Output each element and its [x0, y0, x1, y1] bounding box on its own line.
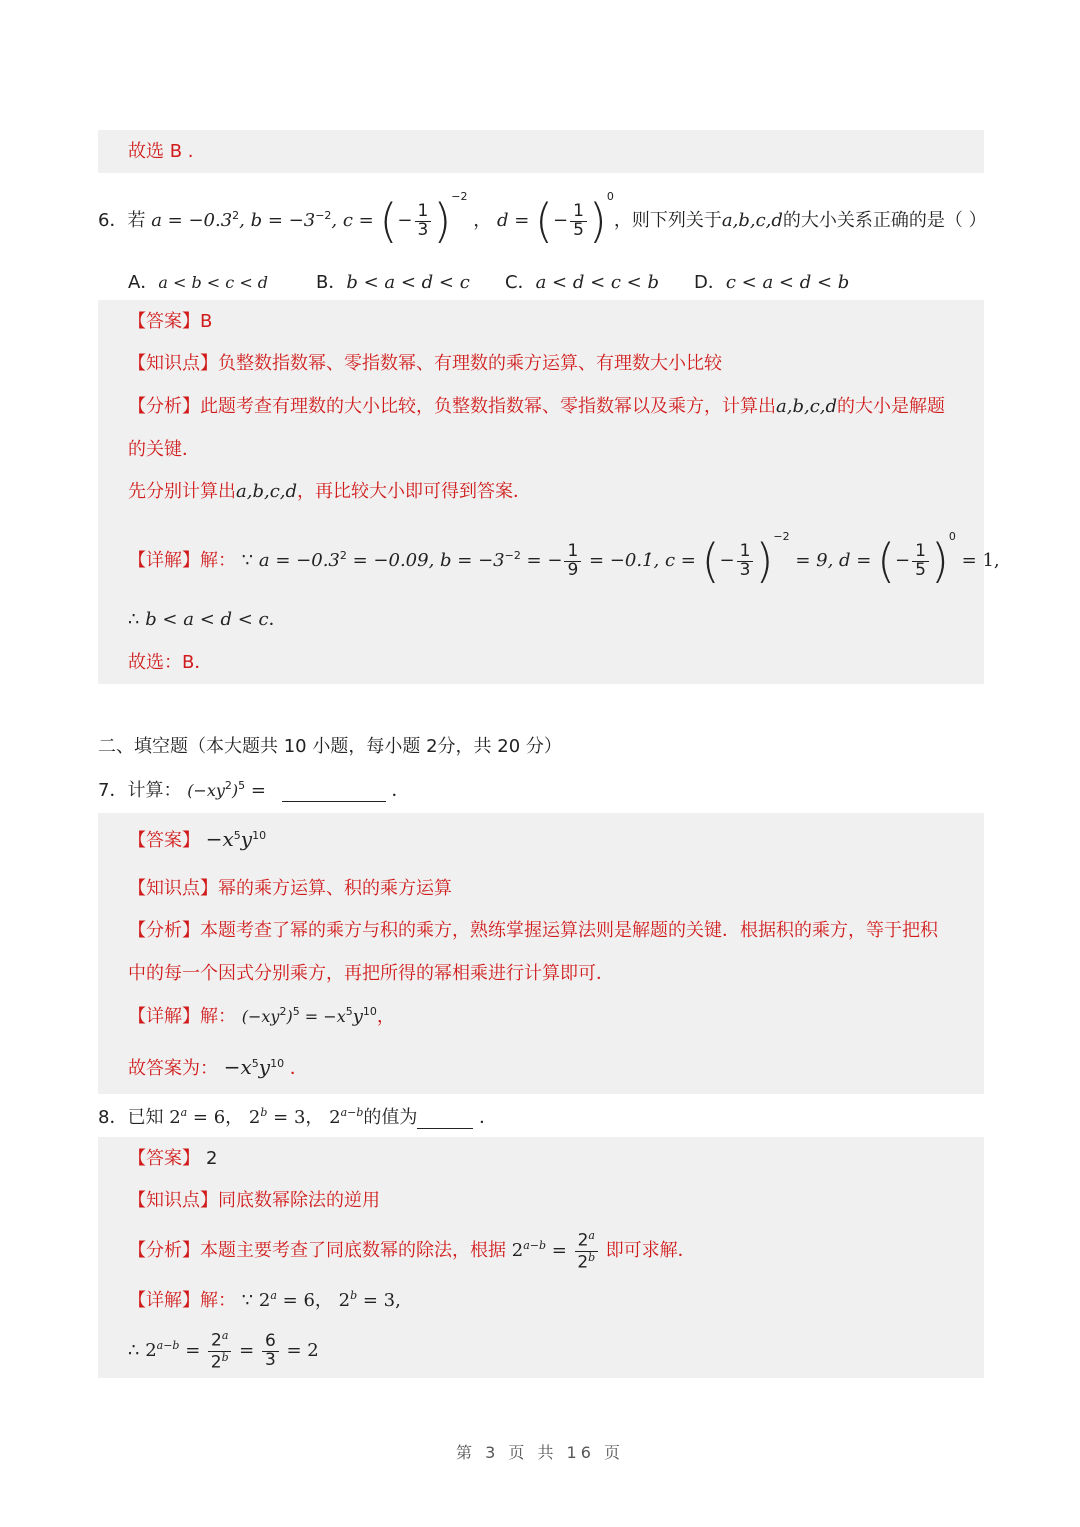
question-text: 的值为: [363, 1107, 418, 1128]
detail-prefix: 解：: [200, 550, 236, 571]
q5-conclusion-box: [98, 130, 984, 173]
final-prefix: 故答案为：: [128, 1058, 218, 1079]
analysis-tag: 【分析】: [128, 920, 200, 941]
knowledge-tag: 【知识点】: [128, 878, 218, 899]
exp: 5: [251, 1057, 259, 1070]
q7-number: 7．计算：: [98, 780, 182, 801]
q6-number: 6．若: [98, 210, 146, 231]
analysis-text: 的大小是解题: [837, 396, 946, 417]
q6-b-exp: −2: [315, 209, 332, 222]
frac-den: 2: [577, 1252, 589, 1273]
vars: a,b,c,d: [776, 396, 838, 417]
q7-solution-box: [98, 813, 984, 1094]
frac-den: 3: [739, 559, 751, 580]
math: = −0.1̇, c =: [583, 550, 696, 571]
frac-num: 2: [577, 1230, 589, 1251]
q6-option-c: [505, 268, 659, 294]
exp: 5: [233, 829, 241, 842]
frac-den: 3: [264, 1349, 276, 1370]
option-label: D．: [694, 272, 726, 293]
analysis-text: 即可求解．: [605, 1240, 696, 1261]
analysis-text: 本题主要考查了同底数幂的除法，根据: [200, 1240, 506, 1261]
q7-question: [98, 779, 409, 802]
frac-num: 1: [415, 203, 432, 222]
q6-answer: [128, 311, 212, 333]
math: = 6，: [276, 1290, 333, 1311]
q6-sep: ，: [473, 210, 492, 231]
fraction: [737, 540, 754, 580]
option-label: A．: [128, 272, 159, 293]
fraction: [912, 540, 929, 580]
math: =: [233, 1340, 255, 1361]
q6-option-a: [128, 268, 268, 294]
q5-conclusion: 故选 B .: [128, 141, 194, 162]
exp: a: [180, 1106, 188, 1119]
q7-analysis-line2: 中的每一个因式分别乘方，再把所得的幂相乘进行计算即可．: [128, 963, 614, 984]
q7-detail: [128, 1005, 395, 1028]
q7-answer: [128, 827, 266, 852]
math: −x: [223, 1055, 252, 1079]
q6-final: 故选：B．: [128, 652, 213, 673]
exp: a−b: [523, 1239, 547, 1252]
q6-c-expr: , c =: [331, 210, 374, 231]
vars: a,b,c,d: [236, 481, 298, 502]
q8-detail: [128, 1289, 401, 1312]
math: = −: [520, 550, 563, 571]
exp: 10: [252, 829, 267, 842]
detail-tag: 【详解】: [128, 1290, 200, 1311]
math: b < a < d < c: [145, 609, 269, 630]
q8-answer: [128, 1148, 217, 1170]
math: = 3，: [267, 1107, 324, 1128]
q6-conclusion: [128, 609, 287, 631]
q6-a-exp: 2: [232, 209, 240, 222]
knowledge-text: 负整数指数幂、零指数幂、有理数的乘方运算、有理数大小比较: [218, 353, 722, 374]
exp: 10: [362, 1005, 377, 1018]
neg-sign: −: [553, 210, 569, 231]
exp: −2: [504, 549, 521, 562]
exp: 5: [238, 779, 246, 792]
exp: 5: [292, 1005, 300, 1018]
therefore-symbol: ∴: [128, 1340, 140, 1361]
knowledge-text: 幂的乘方运算、积的乘方运算: [218, 878, 452, 899]
neg-sign: −: [719, 550, 735, 571]
frac-den: 5: [573, 219, 584, 240]
exp: a: [270, 1289, 277, 1302]
fraction: [575, 1230, 598, 1272]
exp: b: [221, 1350, 229, 1364]
frac-num: 1: [570, 203, 587, 222]
neg-sign: −: [895, 550, 911, 571]
math: = 6，: [187, 1107, 244, 1128]
math: = 1,: [955, 550, 1000, 571]
math: = 3,: [357, 1290, 401, 1311]
frac-num: 2: [211, 1330, 222, 1351]
q6-c-fraction: [415, 200, 432, 240]
q7-final: [128, 1055, 308, 1080]
exp: 10: [270, 1057, 285, 1070]
frac-den: 9: [567, 559, 579, 580]
option-math: c < a < d < b: [725, 272, 850, 293]
period: ．: [391, 780, 410, 801]
right-paren: ): [433, 194, 452, 248]
detail-tag: 【详解】: [128, 550, 200, 571]
therefore-symbol: ∴: [128, 609, 140, 630]
q6-d-expr: d =: [496, 210, 530, 231]
math: a = −0.3: [258, 550, 340, 571]
right-paren: ): [755, 534, 774, 588]
math: 2: [511, 1240, 524, 1261]
knowledge-text: 同底数幂除法的逆用: [218, 1190, 380, 1211]
period: ．: [289, 1058, 308, 1079]
q7-knowledge: [128, 878, 452, 900]
q6-detail: [128, 530, 1000, 588]
option-math: b < a < d < c: [346, 272, 470, 293]
fraction: [564, 540, 581, 580]
exp: 0: [948, 530, 956, 543]
math: 2: [169, 1107, 181, 1128]
exp: a−b: [340, 1106, 364, 1119]
exp: b: [260, 1106, 268, 1119]
q6-vars: a,b,c,d: [721, 210, 783, 231]
comma: ，: [376, 1006, 395, 1027]
analysis-text: ，再比较大小即可得到答案．: [297, 481, 532, 502]
math: = −x: [299, 1007, 346, 1026]
math: 2: [329, 1107, 341, 1128]
math: y: [352, 1006, 363, 1027]
q8-question: [98, 1106, 497, 1129]
option-math: a < d < c < b: [535, 272, 660, 293]
math: y: [240, 827, 253, 851]
exp: a−b: [156, 1339, 180, 1352]
exp: 2: [224, 779, 232, 792]
q6-c-exp: −2: [451, 190, 468, 203]
period: ．: [268, 609, 287, 630]
page-footer: 第 3 页 共 16 页: [456, 1443, 624, 1462]
q6-d-exp: 0: [606, 190, 614, 203]
answer-blank: [282, 781, 386, 802]
q6-analysis-line2: 的关键．: [128, 439, 200, 460]
fraction: [208, 1330, 231, 1372]
answer-value: B: [200, 311, 213, 332]
left-paren: (: [701, 534, 720, 588]
math: (−xy: [241, 1007, 280, 1026]
frac-den: 3: [417, 219, 429, 240]
frac-num: 6: [262, 1333, 279, 1352]
knowledge-tag: 【知识点】: [128, 1190, 218, 1211]
q6-question: [98, 190, 987, 248]
q6-b-expr: , b = −3: [239, 210, 316, 231]
frac-den: 2: [210, 1352, 222, 1373]
analysis-text: 先分别计算出: [128, 481, 236, 502]
exp: b: [350, 1289, 358, 1302]
q8-number: 8．已知: [98, 1107, 164, 1128]
detail-prefix: 解：: [200, 1290, 236, 1311]
left-paren: (: [535, 194, 553, 248]
period: ．: [479, 1107, 498, 1128]
analysis-tag: 【分析】: [128, 1240, 200, 1261]
option-math: a < b < c < d: [158, 273, 269, 292]
detail-prefix: 解：: [200, 1006, 236, 1027]
q6-question-tail: ，则下列关于: [613, 210, 722, 231]
exp: 2: [339, 549, 347, 562]
exp: a: [221, 1329, 229, 1342]
exp: a: [588, 1229, 595, 1242]
math: (−xy: [187, 781, 225, 800]
frac-num: 1: [912, 543, 929, 562]
q7-analysis-line1: [128, 920, 938, 942]
math: =: [245, 780, 266, 801]
frac-num: 1: [737, 543, 754, 562]
answer-tag: 【答案】: [128, 311, 200, 332]
q6-analysis-line3: [128, 481, 531, 503]
exp: b: [588, 1250, 596, 1264]
neg-sign: −: [397, 210, 413, 231]
q8-analysis: [128, 1230, 696, 1272]
q6-analysis-line1: [128, 396, 945, 418]
answer-value: 2: [206, 1148, 218, 1169]
option-label: C．: [505, 272, 536, 293]
answer-tag: 【答案】: [128, 1148, 200, 1169]
math: 2: [258, 1290, 271, 1311]
right-paren: ): [930, 534, 949, 588]
math: 2: [248, 1107, 261, 1128]
q6-question-end: 的大小关系正确的是（ ）: [782, 210, 987, 231]
section-2-title: 二、填空题（本大题共 10 小题，每小题 2分，共 20 分）: [98, 736, 562, 757]
q6-knowledge: [128, 353, 722, 375]
option-label: B．: [316, 272, 347, 293]
answer-blank: [417, 1108, 473, 1129]
q6-a-expr: a = −0.3: [151, 210, 233, 231]
q6-option-b: [316, 268, 470, 294]
math: 2: [338, 1290, 351, 1311]
math: 2: [145, 1340, 157, 1361]
left-paren: (: [877, 534, 896, 588]
knowledge-tag: 【知识点】: [128, 353, 218, 374]
analysis-tag: 【分析】: [128, 396, 200, 417]
frac-num: 1: [564, 543, 581, 562]
detail-tag: 【详解】: [128, 1006, 200, 1027]
math: = 9, d =: [789, 550, 872, 571]
fraction: [262, 1330, 279, 1370]
math: =: [179, 1340, 201, 1361]
answer-tag: 【答案】: [128, 830, 200, 851]
analysis-text: 本题考查了幂的乘方与积的乘方，熟练掌握运算法则是解题的关键．根据积的乘方，等于把积: [200, 920, 938, 941]
q6-d-fraction: [570, 200, 587, 240]
right-paren: ): [588, 194, 607, 248]
q8-conclusion: [128, 1330, 319, 1372]
exp: 2: [279, 1005, 287, 1018]
math: = 2: [280, 1340, 319, 1361]
math: = −0.09, b = −3: [346, 550, 505, 571]
analysis-text: 此题考查有理数的大小比较，负整数指数幂、零指数幂以及乘方，计算出: [200, 396, 776, 417]
q6-option-d: [694, 268, 849, 294]
math: ): [286, 1007, 293, 1026]
because-symbol: ∵: [241, 1290, 254, 1311]
math: ): [231, 781, 239, 800]
math: y: [258, 1055, 271, 1079]
frac-den: 5: [915, 559, 926, 580]
because-symbol: ∵: [241, 550, 254, 571]
q8-knowledge: [128, 1190, 380, 1212]
exp: 5: [345, 1005, 353, 1018]
left-paren: (: [379, 194, 398, 248]
math: =: [546, 1240, 567, 1261]
math: −x: [205, 827, 234, 851]
exp: −2: [773, 530, 790, 543]
